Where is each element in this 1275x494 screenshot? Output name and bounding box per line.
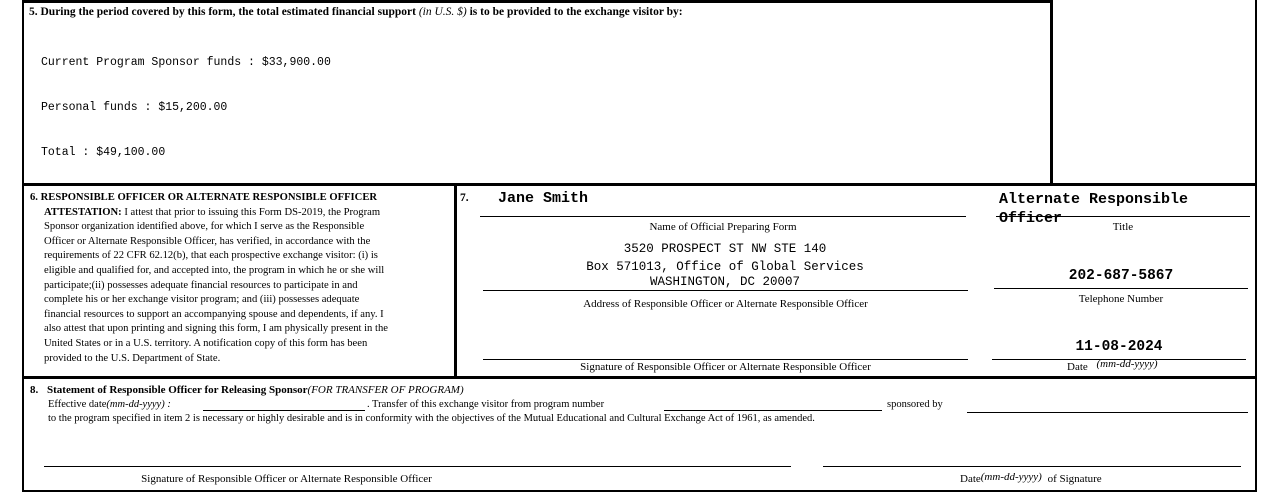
section7-number: 7. [460,192,469,204]
title-label: Title [1112,221,1134,233]
attestation-line-10: provided to the U.S. Department of State. [44,352,221,364]
phone-line [994,288,1248,289]
effective-date-format: (mm-dd-yyyy) : [106,399,171,410]
financial-support-lines [41,25,331,175]
address-line [483,290,968,291]
section5-heading-tail: is to be provided to the exchange visitor by: [469,6,683,18]
title-value[interactable]: Alternate Responsible Officer [999,191,1189,227]
section6-attestation [30,191,454,366]
section6-attestation-label: ATTESTATION: [44,206,122,218]
phone-value[interactable]: 202-687-5867 [1068,268,1174,284]
section5-heading-text: During the period covered by this form, the total estimated financial support [40,6,416,18]
official-name-value[interactable]: Jane Smith [498,190,589,207]
section8-heading [30,384,464,396]
attestation-line-4: eligible and qualified for, and accepted into, the program in which he or she will [44,264,385,276]
section8-number: 8. [30,384,39,396]
attestation-line-8: also attest that upon printing and signing this form, I am physically present in the [44,323,388,335]
effective-date-row [48,399,171,410]
section6-heading: RESPONSIBLE OFFICER OR ALTERNATE RESPONSIBLE OFFICER [40,192,378,203]
conformity-text: to the program specified in item 2 is necessary or highly desirable and is in conformity with the objectives of the Mutual Educational and Cultural Exchange Act of 1961, as amended. [48,413,815,424]
signature-line [483,359,968,360]
section8-heading-italic: (FOR TRANSFER OF PROGRAM) [307,384,464,396]
section8-date-field[interactable] [823,466,1241,467]
attestation-line-6: complete his or her exchange visitor program; and (iii) possesses adequate [44,294,360,306]
effective-date-field[interactable] [203,410,365,411]
section8-date-suffix: of Signature [1047,473,1102,485]
attestation-line-1: Sponsor organization identified above, for which I serve as the Responsible [44,221,365,233]
section5-right-border [1050,0,1053,184]
attestation-line-7: financial resources to support an accompanying spouse and dependents, if any. I [44,308,384,320]
date-label-group [1067,358,1158,373]
attestation-line-9: United States or in a U.S. territory. A notification copy of this form has been [44,337,368,349]
section8-date-label-group [960,473,1102,485]
official-name-line [480,216,966,217]
total-funds-line: Total : $49,100.00 [41,146,166,159]
sponsored-by-label: sponsored by [887,399,943,410]
transfer-text: . Transfer of this exchange visitor from program number [367,399,605,410]
section8-date-format: (mm-dd-yyyy) [980,471,1042,483]
address-line-3: WASHINGTON, DC 20007 [649,275,801,289]
section8-signature-field[interactable] [44,466,791,467]
attestation-line-5: participate;(ii) possesses adequate financial resources to participate in and [44,279,358,291]
signature-label: Signature of Responsible Officer or Alternate Responsible Officer [580,361,871,373]
section6-7-divider [454,185,457,377]
section5-bottom-border [22,183,1255,186]
attestation-line-0: I attest that prior to issuing this Form DS-2019, the Program [124,206,381,218]
date-format: (mm-dd-yyyy) [1096,358,1158,370]
sponsor-field[interactable] [967,412,1248,413]
section8-date-label: Date [960,473,981,485]
attestation-line-3: requirements of 22 CFR 62.12(b), that each prospective exchange visitor: (i) is [44,250,378,262]
title-line [996,216,1250,217]
attestation-line-2: Officer or Alternate Responsible Officer, has verified, in accordance with the [44,235,371,247]
section8-heading-text: Statement of Responsible Officer for Releasing Sponsor [47,384,308,396]
section5-top-border [22,0,1052,3]
section5-heading [29,6,683,18]
date-value[interactable]: 11-08-2024 [1075,339,1163,355]
address-line-2: Box 571013, Office of Global Services [586,260,864,274]
address-line-1: 3520 PROSPECT ST NW STE 140 [623,242,827,256]
address-label: Address of Responsible Officer or Alternate Responsible Officer [583,298,868,310]
personal-funds-line: Personal funds : $15,200.00 [41,101,228,114]
address-block[interactable] [480,240,970,289]
section8-top-border [22,376,1255,379]
section8-signature-label: Signature of Responsible Officer or Alternate Responsible Officer [141,473,432,485]
section6-number: 6. [30,192,38,203]
section5-number: 5. [29,6,38,18]
section5-currency: (in U.S. $) [418,6,467,18]
date-label: Date [1067,361,1088,373]
effective-date-label: Effective date [48,399,107,410]
program-number-field[interactable] [664,410,882,411]
phone-label: Telephone Number [1078,293,1164,305]
sponsor-funds-line: Current Program Sponsor funds : $33,900.00 [41,56,331,69]
official-name-label: Name of Official Preparing Form [649,221,797,233]
